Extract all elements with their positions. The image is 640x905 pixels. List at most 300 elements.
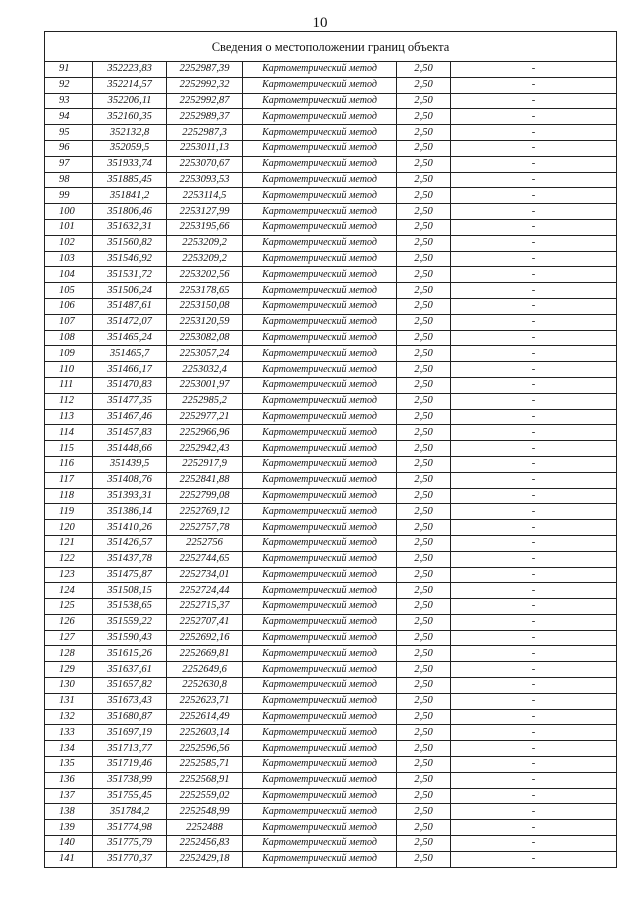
method-cell: Картометрический метод: [243, 646, 397, 662]
description-cell: -: [451, 346, 617, 362]
x-coordinate-cell: 351784,2: [93, 804, 167, 820]
table-row: [45, 109, 617, 125]
x-coordinate-cell: 351615,26: [93, 646, 167, 662]
table-row: [45, 630, 617, 646]
method-cell: Картометрический метод: [243, 630, 397, 646]
y-coordinate-cell: 2252603,14: [167, 725, 243, 741]
point-number-cell: 118: [45, 488, 93, 504]
x-coordinate-cell: 351410,26: [93, 520, 167, 536]
x-coordinate-cell: 352223,83: [93, 62, 167, 78]
y-coordinate-cell: 2252757,78: [167, 520, 243, 536]
point-number-cell: 134: [45, 741, 93, 757]
y-coordinate-cell: 2252992,32: [167, 77, 243, 93]
description-cell: -: [451, 551, 617, 567]
x-coordinate-cell: 351933,74: [93, 156, 167, 172]
table-row: [45, 772, 617, 788]
table-row: [45, 267, 617, 283]
table-row: [45, 204, 617, 220]
accuracy-cell: 2,50: [397, 314, 451, 330]
y-coordinate-cell: 2252799,08: [167, 488, 243, 504]
x-coordinate-cell: 351632,31: [93, 219, 167, 235]
description-cell: -: [451, 377, 617, 393]
method-cell: Картометрический метод: [243, 520, 397, 536]
description-cell: -: [451, 314, 617, 330]
description-cell: -: [451, 172, 617, 188]
table-row: [45, 188, 617, 204]
table-row: [45, 804, 617, 820]
table-row: [45, 393, 617, 409]
method-cell: Картометрический метод: [243, 614, 397, 630]
method-cell: Картометрический метод: [243, 567, 397, 583]
table-row: [45, 757, 617, 773]
point-number-cell: 106: [45, 298, 93, 314]
x-coordinate-cell: 351680,87: [93, 709, 167, 725]
x-coordinate-cell: 351439,5: [93, 456, 167, 472]
description-cell: -: [451, 235, 617, 251]
point-number-cell: 108: [45, 330, 93, 346]
description-cell: -: [451, 409, 617, 425]
table-row: [45, 836, 617, 852]
y-coordinate-cell: 2252669,81: [167, 646, 243, 662]
x-coordinate-cell: 351738,99: [93, 772, 167, 788]
point-number-cell: 117: [45, 472, 93, 488]
description-cell: -: [451, 298, 617, 314]
method-cell: Картометрический метод: [243, 693, 397, 709]
description-cell: -: [451, 804, 617, 820]
accuracy-cell: 2,50: [397, 204, 451, 220]
x-coordinate-cell: 351457,83: [93, 425, 167, 441]
method-cell: Картометрический метод: [243, 662, 397, 678]
table-row: [45, 678, 617, 694]
point-number-cell: 98: [45, 172, 93, 188]
y-coordinate-cell: 2253209,2: [167, 251, 243, 267]
y-coordinate-cell: 2252623,71: [167, 693, 243, 709]
y-coordinate-cell: 2252614,49: [167, 709, 243, 725]
accuracy-cell: 2,50: [397, 488, 451, 504]
description-cell: -: [451, 188, 617, 204]
description-cell: -: [451, 599, 617, 615]
point-number-cell: 122: [45, 551, 93, 567]
y-coordinate-cell: 2252769,12: [167, 504, 243, 520]
accuracy-cell: 2,50: [397, 836, 451, 852]
accuracy-cell: 2,50: [397, 62, 451, 78]
point-number-cell: 114: [45, 425, 93, 441]
accuracy-cell: 2,50: [397, 851, 451, 867]
x-coordinate-cell: 351475,87: [93, 567, 167, 583]
table-row: [45, 472, 617, 488]
table-row: [45, 330, 617, 346]
description-cell: -: [451, 283, 617, 299]
point-number-cell: 102: [45, 235, 93, 251]
table-row: [45, 93, 617, 109]
x-coordinate-cell: 351448,66: [93, 441, 167, 457]
description-cell: -: [451, 504, 617, 520]
accuracy-cell: 2,50: [397, 109, 451, 125]
x-coordinate-cell: 351713,77: [93, 741, 167, 757]
accuracy-cell: 2,50: [397, 741, 451, 757]
point-number-cell: 101: [45, 219, 93, 235]
accuracy-cell: 2,50: [397, 678, 451, 694]
accuracy-cell: 2,50: [397, 599, 451, 615]
method-cell: Картометрический метод: [243, 330, 397, 346]
point-number-cell: 121: [45, 535, 93, 551]
point-number-cell: 141: [45, 851, 93, 867]
accuracy-cell: 2,50: [397, 456, 451, 472]
description-cell: -: [451, 678, 617, 694]
description-cell: -: [451, 693, 617, 709]
table-row: [45, 156, 617, 172]
x-coordinate-cell: 351477,35: [93, 393, 167, 409]
description-cell: -: [451, 77, 617, 93]
description-cell: -: [451, 219, 617, 235]
y-coordinate-cell: 2252724,44: [167, 583, 243, 599]
accuracy-cell: 2,50: [397, 693, 451, 709]
description-cell: -: [451, 125, 617, 141]
method-cell: Картометрический метод: [243, 62, 397, 78]
accuracy-cell: 2,50: [397, 772, 451, 788]
accuracy-cell: 2,50: [397, 235, 451, 251]
y-coordinate-cell: 2253150,08: [167, 298, 243, 314]
table-row: [45, 693, 617, 709]
accuracy-cell: 2,50: [397, 788, 451, 804]
table-row: [45, 741, 617, 757]
method-cell: Картометрический метод: [243, 788, 397, 804]
accuracy-cell: 2,50: [397, 172, 451, 188]
description-cell: -: [451, 393, 617, 409]
description-cell: -: [451, 567, 617, 583]
x-coordinate-cell: 351467,46: [93, 409, 167, 425]
point-number-cell: 104: [45, 267, 93, 283]
point-number-cell: 135: [45, 757, 93, 773]
accuracy-cell: 2,50: [397, 583, 451, 599]
method-cell: Картометрический метод: [243, 314, 397, 330]
description-cell: -: [451, 836, 617, 852]
description-cell: -: [451, 472, 617, 488]
y-coordinate-cell: 2252596,56: [167, 741, 243, 757]
method-cell: Картометрический метод: [243, 583, 397, 599]
accuracy-cell: 2,50: [397, 251, 451, 267]
y-coordinate-cell: 2253209,2: [167, 235, 243, 251]
description-cell: -: [451, 488, 617, 504]
table-caption-row: [45, 32, 617, 62]
description-cell: -: [451, 251, 617, 267]
method-cell: Картометрический метод: [243, 283, 397, 299]
method-cell: Картометрический метод: [243, 456, 397, 472]
point-number-cell: 131: [45, 693, 93, 709]
x-coordinate-cell: 351559,22: [93, 614, 167, 630]
x-coordinate-cell: 351470,83: [93, 377, 167, 393]
y-coordinate-cell: 2252559,02: [167, 788, 243, 804]
accuracy-cell: 2,50: [397, 140, 451, 156]
description-cell: -: [451, 362, 617, 378]
description-cell: -: [451, 140, 617, 156]
description-cell: -: [451, 204, 617, 220]
y-coordinate-cell: 2252756: [167, 535, 243, 551]
x-coordinate-cell: 351697,19: [93, 725, 167, 741]
description-cell: -: [451, 741, 617, 757]
point-number-cell: 128: [45, 646, 93, 662]
point-number-cell: 107: [45, 314, 93, 330]
point-number-cell: 138: [45, 804, 93, 820]
accuracy-cell: 2,50: [397, 662, 451, 678]
method-cell: Картометрический метод: [243, 772, 397, 788]
method-cell: Картометрический метод: [243, 409, 397, 425]
table-row: [45, 551, 617, 567]
point-number-cell: 112: [45, 393, 93, 409]
method-cell: Картометрический метод: [243, 77, 397, 93]
y-coordinate-cell: 2252692,16: [167, 630, 243, 646]
method-cell: Картометрический метод: [243, 362, 397, 378]
point-number-cell: 93: [45, 93, 93, 109]
description-cell: -: [451, 630, 617, 646]
y-coordinate-cell: 2252585,71: [167, 757, 243, 773]
accuracy-cell: 2,50: [397, 93, 451, 109]
table-row: [45, 820, 617, 836]
table-body: [45, 62, 617, 868]
method-cell: Картометрический метод: [243, 172, 397, 188]
point-number-cell: 132: [45, 709, 93, 725]
method-cell: Картометрический метод: [243, 488, 397, 504]
table-row: [45, 362, 617, 378]
accuracy-cell: 2,50: [397, 346, 451, 362]
x-coordinate-cell: 351841,2: [93, 188, 167, 204]
y-coordinate-cell: 2253195,66: [167, 219, 243, 235]
y-coordinate-cell: 2253120,59: [167, 314, 243, 330]
point-number-cell: 99: [45, 188, 93, 204]
accuracy-cell: 2,50: [397, 551, 451, 567]
point-number-cell: 139: [45, 820, 93, 836]
point-number-cell: 94: [45, 109, 93, 125]
y-coordinate-cell: 2253070,67: [167, 156, 243, 172]
y-coordinate-cell: 2252456,83: [167, 836, 243, 852]
y-coordinate-cell: 2252707,41: [167, 614, 243, 630]
table-caption: Сведения о местоположении границ объекта: [45, 32, 617, 62]
accuracy-cell: 2,50: [397, 725, 451, 741]
point-number-cell: 136: [45, 772, 93, 788]
x-coordinate-cell: 351774,98: [93, 820, 167, 836]
description-cell: -: [451, 93, 617, 109]
method-cell: Картометрический метод: [243, 535, 397, 551]
accuracy-cell: 2,50: [397, 441, 451, 457]
table-row: [45, 425, 617, 441]
y-coordinate-cell: 2252568,91: [167, 772, 243, 788]
x-coordinate-cell: 351466,17: [93, 362, 167, 378]
description-cell: -: [451, 425, 617, 441]
x-coordinate-cell: 351590,43: [93, 630, 167, 646]
y-coordinate-cell: 2252548,99: [167, 804, 243, 820]
table-row: [45, 77, 617, 93]
description-cell: -: [451, 520, 617, 536]
point-number-cell: 133: [45, 725, 93, 741]
accuracy-cell: 2,50: [397, 535, 451, 551]
description-cell: -: [451, 725, 617, 741]
description-cell: -: [451, 441, 617, 457]
table-row: [45, 788, 617, 804]
table-row: [45, 283, 617, 299]
y-coordinate-cell: 2253057,24: [167, 346, 243, 362]
point-number-cell: 113: [45, 409, 93, 425]
table-row: [45, 567, 617, 583]
method-cell: Картометрический метод: [243, 298, 397, 314]
y-coordinate-cell: 2252744,65: [167, 551, 243, 567]
method-cell: Картометрический метод: [243, 235, 397, 251]
y-coordinate-cell: 2252966,96: [167, 425, 243, 441]
method-cell: Картометрический метод: [243, 377, 397, 393]
x-coordinate-cell: 351538,65: [93, 599, 167, 615]
accuracy-cell: 2,50: [397, 614, 451, 630]
accuracy-cell: 2,50: [397, 709, 451, 725]
accuracy-cell: 2,50: [397, 425, 451, 441]
x-coordinate-cell: 351408,76: [93, 472, 167, 488]
x-coordinate-cell: 351673,43: [93, 693, 167, 709]
table-row: [45, 488, 617, 504]
x-coordinate-cell: 351508,15: [93, 583, 167, 599]
x-coordinate-cell: 351531,72: [93, 267, 167, 283]
description-cell: -: [451, 709, 617, 725]
description-cell: -: [451, 646, 617, 662]
y-coordinate-cell: 2253114,5: [167, 188, 243, 204]
table-row: [45, 140, 617, 156]
point-number-cell: 111: [45, 377, 93, 393]
accuracy-cell: 2,50: [397, 188, 451, 204]
x-coordinate-cell: 351506,24: [93, 283, 167, 299]
table-row: [45, 409, 617, 425]
method-cell: Картометрический метод: [243, 836, 397, 852]
description-cell: -: [451, 820, 617, 836]
accuracy-cell: 2,50: [397, 393, 451, 409]
description-cell: -: [451, 156, 617, 172]
table-row: [45, 614, 617, 630]
table-row: [45, 599, 617, 615]
y-coordinate-cell: 2253202,56: [167, 267, 243, 283]
table-row: [45, 346, 617, 362]
y-coordinate-cell: 2252987,39: [167, 62, 243, 78]
point-number-cell: 92: [45, 77, 93, 93]
point-number-cell: 119: [45, 504, 93, 520]
table-row: [45, 520, 617, 536]
x-coordinate-cell: 351657,82: [93, 678, 167, 694]
accuracy-cell: 2,50: [397, 267, 451, 283]
y-coordinate-cell: 2252989,37: [167, 109, 243, 125]
description-cell: -: [451, 662, 617, 678]
method-cell: Картометрический метод: [243, 156, 397, 172]
method-cell: Картометрический метод: [243, 346, 397, 362]
table-row: [45, 125, 617, 141]
method-cell: Картометрический метод: [243, 851, 397, 867]
x-coordinate-cell: 351806,46: [93, 204, 167, 220]
description-cell: -: [451, 757, 617, 773]
y-coordinate-cell: 2252985,2: [167, 393, 243, 409]
x-coordinate-cell: 351437,78: [93, 551, 167, 567]
accuracy-cell: 2,50: [397, 630, 451, 646]
y-coordinate-cell: 2253082,08: [167, 330, 243, 346]
accuracy-cell: 2,50: [397, 804, 451, 820]
y-coordinate-cell: 2252630,8: [167, 678, 243, 694]
table-row: [45, 377, 617, 393]
x-coordinate-cell: 351472,07: [93, 314, 167, 330]
method-cell: Картометрический метод: [243, 804, 397, 820]
accuracy-cell: 2,50: [397, 520, 451, 536]
method-cell: Картометрический метод: [243, 820, 397, 836]
point-number-cell: 91: [45, 62, 93, 78]
table-row: [45, 219, 617, 235]
point-number-cell: 137: [45, 788, 93, 804]
accuracy-cell: 2,50: [397, 125, 451, 141]
method-cell: Картометрический метод: [243, 599, 397, 615]
y-coordinate-cell: 2252734,01: [167, 567, 243, 583]
accuracy-cell: 2,50: [397, 362, 451, 378]
accuracy-cell: 2,50: [397, 330, 451, 346]
table-row: [45, 725, 617, 741]
table-row: [45, 851, 617, 867]
point-number-cell: 109: [45, 346, 93, 362]
accuracy-cell: 2,50: [397, 409, 451, 425]
point-number-cell: 127: [45, 630, 93, 646]
point-number-cell: 130: [45, 678, 93, 694]
point-number-cell: 125: [45, 599, 93, 615]
method-cell: Картометрический метод: [243, 725, 397, 741]
x-coordinate-cell: 351637,61: [93, 662, 167, 678]
page-number: 10: [312, 15, 328, 31]
boundary-table: [44, 31, 617, 868]
x-coordinate-cell: 351755,45: [93, 788, 167, 804]
method-cell: Картометрический метод: [243, 204, 397, 220]
y-coordinate-cell: 2253127,99: [167, 204, 243, 220]
accuracy-cell: 2,50: [397, 219, 451, 235]
x-coordinate-cell: 352206,11: [93, 93, 167, 109]
y-coordinate-cell: 2252715,37: [167, 599, 243, 615]
description-cell: -: [451, 772, 617, 788]
x-coordinate-cell: 352132,8: [93, 125, 167, 141]
description-cell: -: [451, 330, 617, 346]
point-number-cell: 97: [45, 156, 93, 172]
x-coordinate-cell: 352160,35: [93, 109, 167, 125]
point-number-cell: 103: [45, 251, 93, 267]
description-cell: -: [451, 535, 617, 551]
table-row: [45, 62, 617, 78]
x-coordinate-cell: 351465,24: [93, 330, 167, 346]
point-number-cell: 120: [45, 520, 93, 536]
point-number-cell: 116: [45, 456, 93, 472]
x-coordinate-cell: 352214,57: [93, 77, 167, 93]
method-cell: Картометрический метод: [243, 140, 397, 156]
x-coordinate-cell: 351386,14: [93, 504, 167, 520]
description-cell: -: [451, 267, 617, 283]
accuracy-cell: 2,50: [397, 504, 451, 520]
y-coordinate-cell: 2252942,43: [167, 441, 243, 457]
table-row: [45, 441, 617, 457]
y-coordinate-cell: 2253032,4: [167, 362, 243, 378]
point-number-cell: 105: [45, 283, 93, 299]
y-coordinate-cell: 2253178,65: [167, 283, 243, 299]
x-coordinate-cell: 351885,45: [93, 172, 167, 188]
accuracy-cell: 2,50: [397, 298, 451, 314]
method-cell: Картометрический метод: [243, 393, 397, 409]
y-coordinate-cell: 2253093,53: [167, 172, 243, 188]
table-row: [45, 709, 617, 725]
method-cell: Картометрический метод: [243, 678, 397, 694]
method-cell: Картометрический метод: [243, 551, 397, 567]
accuracy-cell: 2,50: [397, 283, 451, 299]
method-cell: Картометрический метод: [243, 188, 397, 204]
point-number-cell: 140: [45, 836, 93, 852]
point-number-cell: 96: [45, 140, 93, 156]
description-cell: -: [451, 456, 617, 472]
point-number-cell: 129: [45, 662, 93, 678]
y-coordinate-cell: 2252917,9: [167, 456, 243, 472]
method-cell: Картометрический метод: [243, 267, 397, 283]
point-number-cell: 95: [45, 125, 93, 141]
